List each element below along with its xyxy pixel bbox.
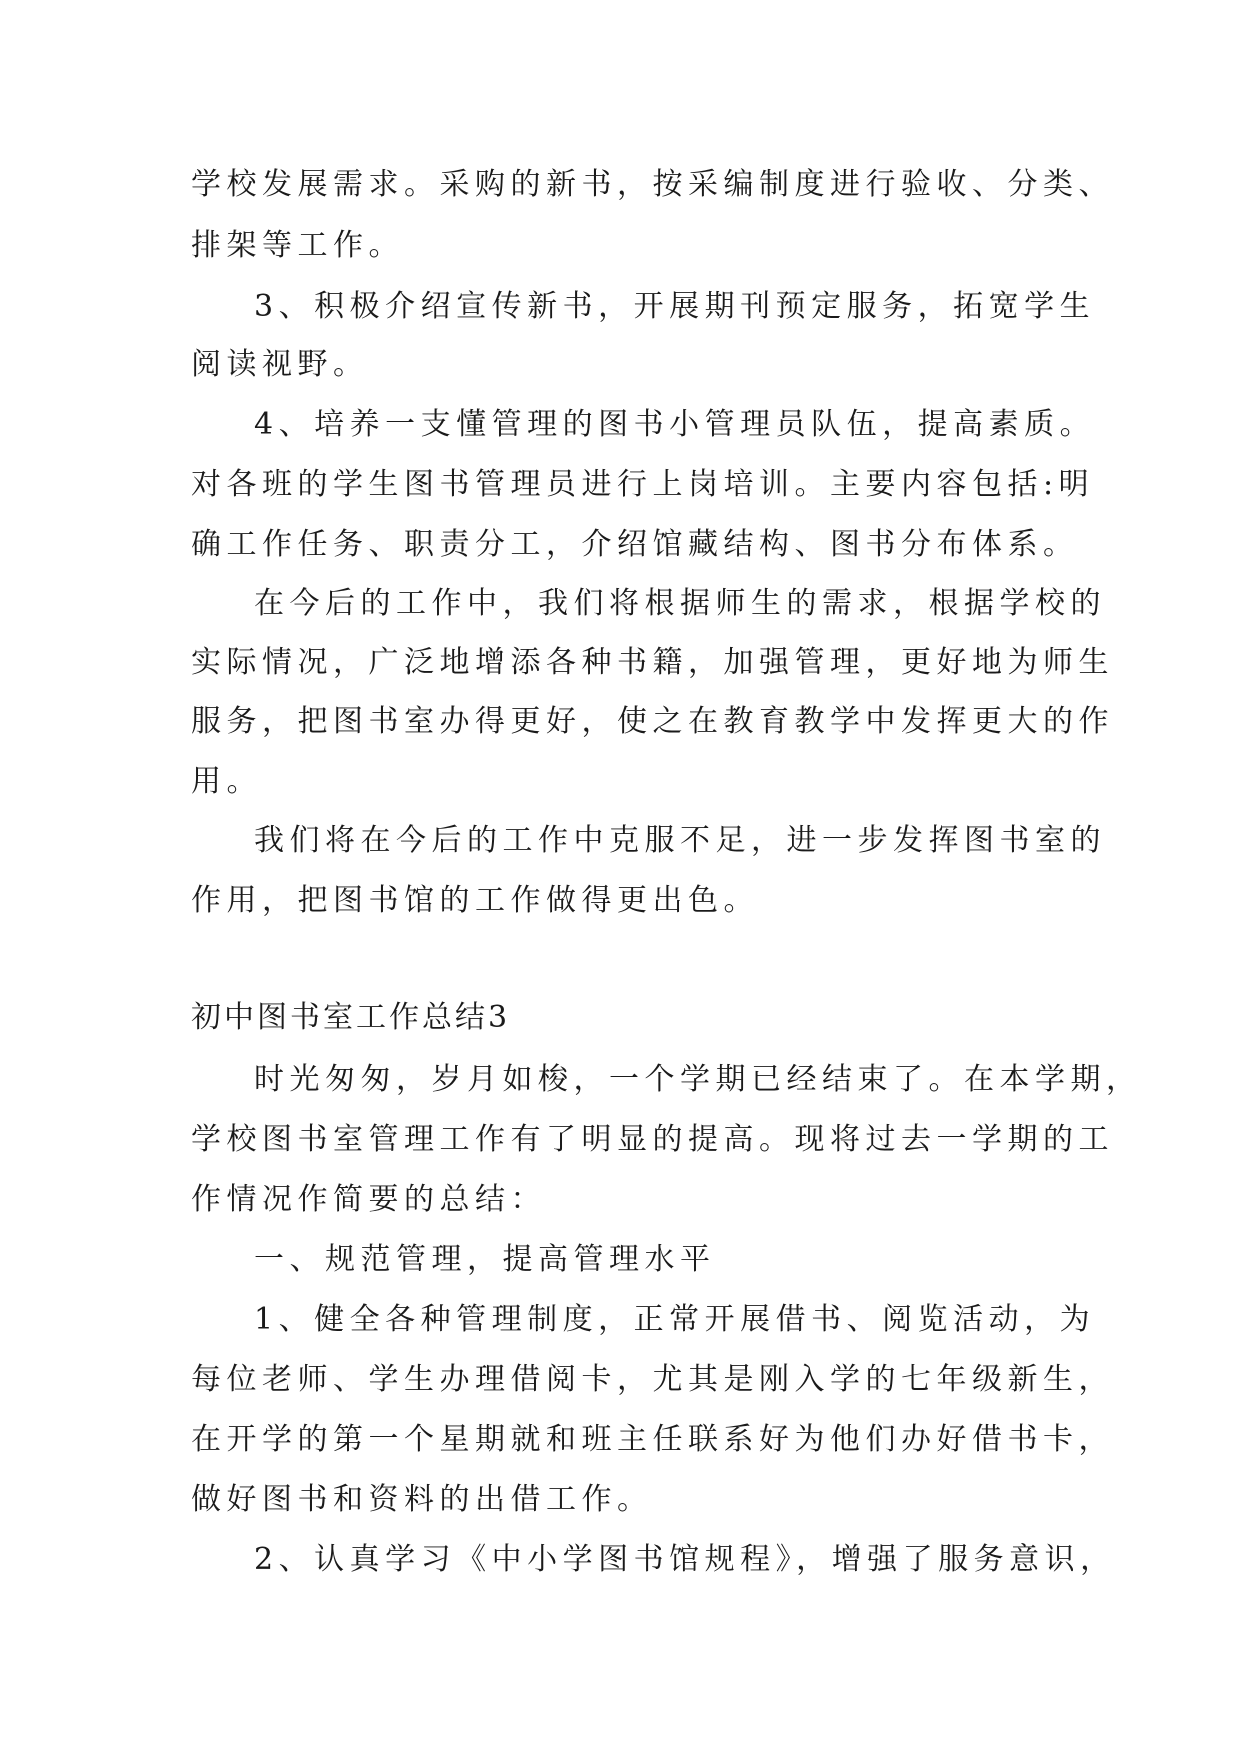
text-line: 做好图书和资料的出借工作。 [191,1482,653,1517]
text-line: 在今后的工作中，我们将根据师生的需求，根据学校的 [254,586,1106,621]
text-line: 4、培养一支懂管理的图书小管理员队伍，提高素质。 [254,407,1096,442]
text-line: 在开学的第一个星期就和班主任联系好为他们办好借书卡， [191,1422,1114,1457]
text-line: 我们将在今后的工作中克服不足，进一步发挥图书室的 [254,823,1106,858]
text-line: 用。 [191,764,262,799]
text-line: 服务，把图书室办得更好，使之在教育教学中发挥更大的作 [191,704,1114,739]
text-line: 阅读视野。 [191,347,369,382]
text-line: 每位老师、学生办理借阅卡，尤其是刚入学的七年级新生， [191,1362,1114,1397]
text-line: 3、积极介绍宣传新书，开展期刊预定服务，拓宽学生 [254,289,1096,324]
text-line: 作情况作简要的总结： [191,1182,546,1217]
text-line: 1、健全各种管理制度，正常开展借书、阅览活动，为 [254,1302,1096,1337]
text-line: 时光匆匆，岁月如梭，一个学期已经结束了。在本学期， [254,1062,1142,1097]
text-line: 2、认真学习《中小学图书馆规程》，增强了服务意识， [254,1542,1116,1577]
text-line: 对各班的学生图书管理员进行上岗培训。主要内容包括:明 [191,467,1095,502]
text-line: 学校图书室管理工作有了明显的提高。现将过去一学期的工 [191,1122,1114,1157]
subsection-heading: 一、规范管理，提高管理水平 [254,1242,716,1277]
text-line: 作用，把图书馆的工作做得更出色。 [191,883,759,918]
text-line: 确工作任务、职责分工，介绍馆藏结构、图书分布体系。 [191,527,1079,562]
text-line: 排架等工作。 [191,228,404,263]
text-line: 实际情况，广泛地增添各种书籍，加强管理，更好地为师生 [191,645,1114,680]
text-line: 学校发展需求。采购的新书，按采编制度进行验收、分类、 [191,167,1114,202]
section-heading: 初中图书室工作总结3 [191,1000,511,1035]
